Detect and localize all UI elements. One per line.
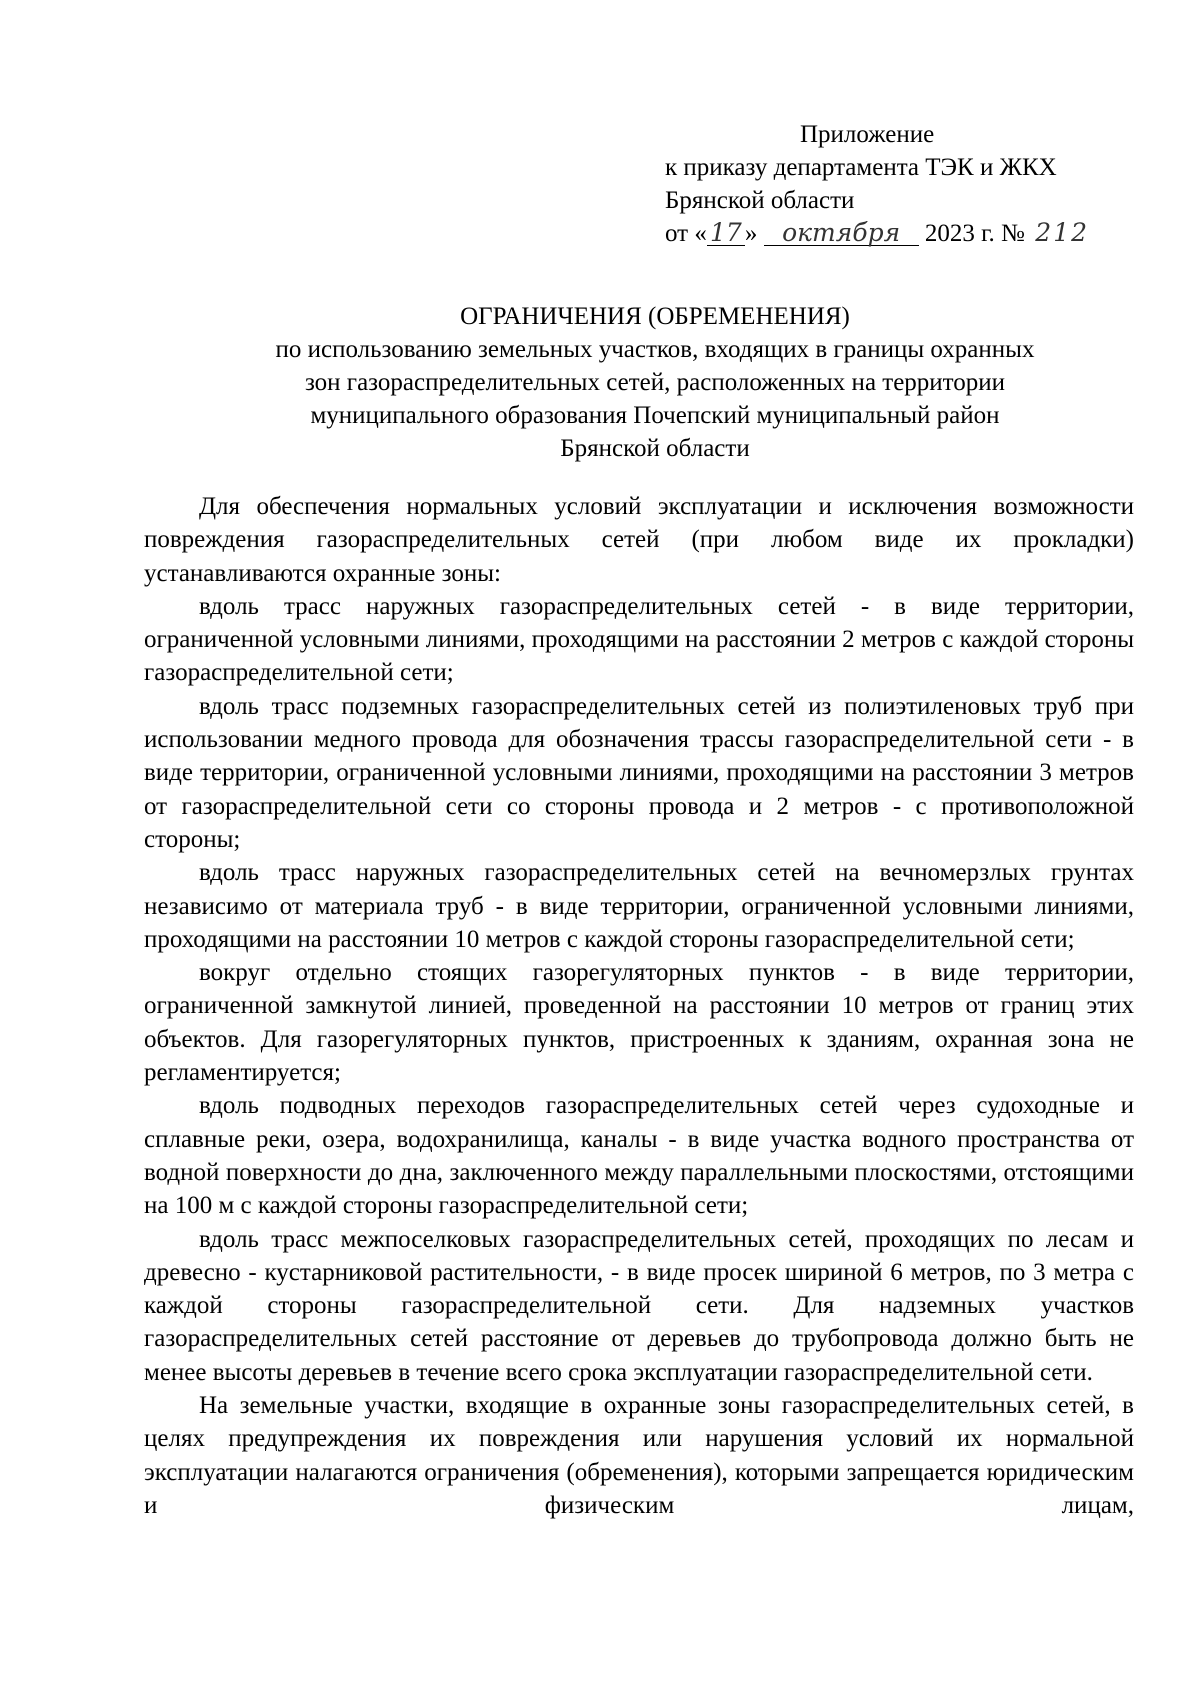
- title-line-1: по использованию земельных участков, входящих в границы охранных: [275, 336, 1035, 363]
- paragraph-permafrost: вдоль трасс наружных газораспределительных сетей на вечномерзлых грунтах независимо от материала труб - в виде территории, ограниченной условными линиями, проходящими на расстоянии 10 метров с каждой стороны газораспределительной сети;: [144, 859, 1134, 953]
- paragraph-forest-clearings: вдоль трасс межпоселковых газораспределительных сетей, проходящих по лесам и древесно - кустарниковой растительности, - в виде просек шириной 6 метров, по 3 метра с каждой стороны газораспределительной сети. Для надземных участков газораспределительных сетей расстояние от деревьев до трубопровода должно быть не менее высоты деревьев в течение всего срока эксплуатации газораспределительной сети.: [144, 1225, 1134, 1386]
- appendix-header: [665, 118, 1135, 250]
- title-line-4: Брянской области: [560, 435, 750, 462]
- document-title: [215, 300, 1095, 465]
- date-mid: »: [744, 220, 758, 247]
- order-date-line: [665, 217, 1135, 250]
- date-prefix: от «: [665, 220, 707, 247]
- paragraph-restrictions: На земельные участки, входящие в охранные зоны газораспределительных сетей, в целях предупреждения их повреждения или нарушения условий их нормальной эксплуатации налагаются ограничения (обременения), которыми запрещается юридическим и физическим лицам,: [144, 1392, 1134, 1519]
- paragraph-regulator-points: вокруг отдельно стоящих газорегуляторных пунктов - в виде территории, ограниченной замкнутой линией, проведенной на расстоянии 10 метров от границ этих объектов. Для газорегуляторных пунктов, пристроенных к зданиям, охранная зона не регламентируется;: [144, 959, 1134, 1087]
- title-main: ОГРАНИЧЕНИЯ (ОБРЕМЕНЕНИЯ): [460, 303, 850, 330]
- handwritten-order-number: 212: [1035, 218, 1090, 247]
- paragraph-external-networks: вдоль трасс наружных газораспределительных сетей - в виде территории, ограниченной условными линиями, проходящими на расстоянии 2 метров с каждой стороны газораспределительной сети;: [144, 592, 1134, 687]
- title-line-3: муниципального образования Почепский муниципальный район: [310, 402, 1000, 429]
- order-reference: к приказу департамента ТЭК и ЖКХ: [665, 154, 1057, 181]
- paragraph-intro: Для обеспечения нормальных условий эксплуатации и исключения возможности повреждения газораспределительных сетей (при любом виде их прокладки) устанавливаются охранные зоны:: [144, 493, 1134, 587]
- paragraph-polyethylene-pipes: вдоль трасс подземных газораспределительных сетей из полиэтиленовых труб при использовании медного провода для обозначения трассы газораспределительной сети - в виде территории, ограниченной условными линиями, проходящими на расстоянии 3 метров от газораспределительной сети со стороны провода и 2 метров - с противоположной стороны;: [144, 692, 1134, 853]
- title-line-2: зон газораспределительных сетей, расположенных на территории: [304, 369, 1006, 396]
- document-body: [144, 490, 1134, 1522]
- handwritten-month: октября: [764, 221, 919, 246]
- region-name: Брянской области: [665, 187, 855, 214]
- handwritten-day: 17: [707, 221, 745, 246]
- appendix-label: Приложение: [800, 121, 935, 148]
- date-suffix: 2023 г. №: [924, 220, 1025, 247]
- paragraph-underwater-crossings: вдоль подводных переходов газораспределительных сетей через судоходные и сплавные реки, озера, водохранилища, каналы - в виде участка водного пространства от водной поверхности до дна, заключенного между параллельными плоскостями, отстоящими на 100 м с каждой стороны газораспределительной сети;: [144, 1092, 1134, 1220]
